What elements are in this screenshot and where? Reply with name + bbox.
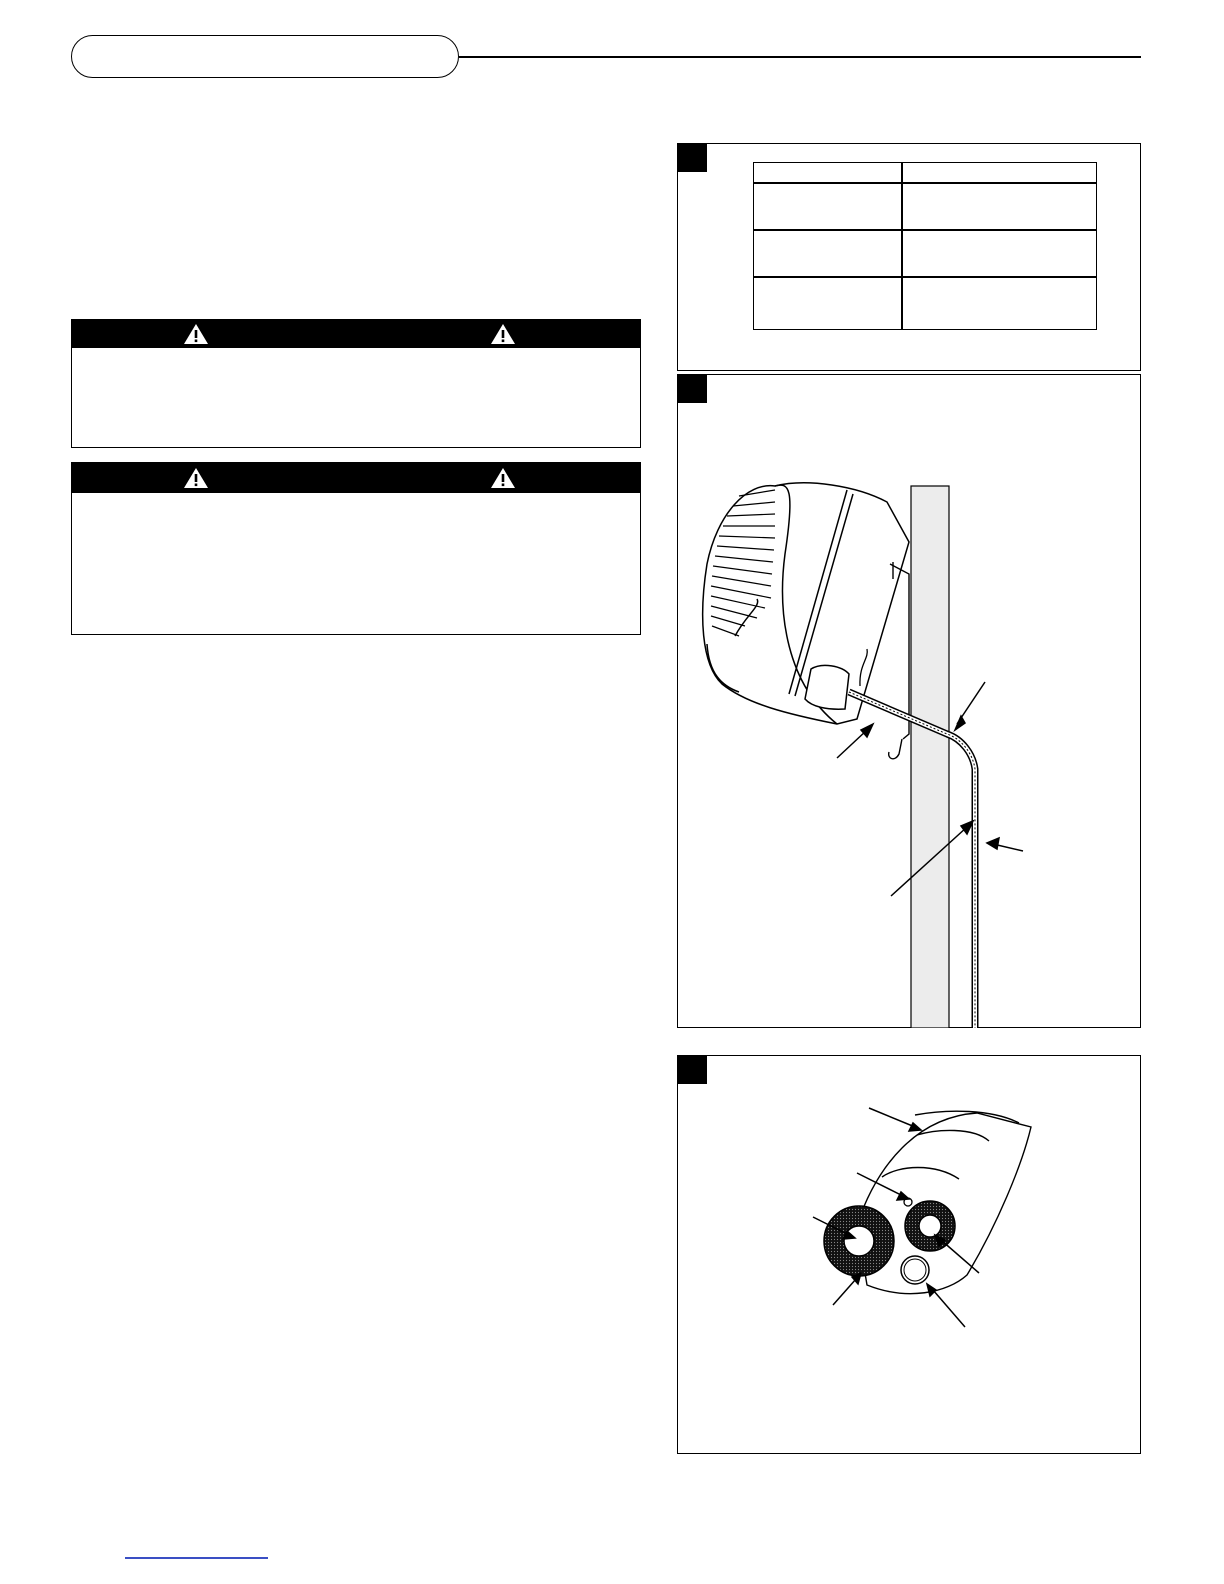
- warning-triangle-icon: [490, 467, 516, 489]
- indoor-unit-illustration: [703, 483, 909, 724]
- warning-triangle-icon: [183, 467, 209, 489]
- figure-1-tag: [678, 144, 707, 172]
- footer-link[interactable]: [125, 1557, 268, 1559]
- small-insulated-pipe: [905, 1201, 955, 1251]
- wall-mount-diagram: [677, 374, 1141, 1028]
- wall-section: [911, 486, 949, 1028]
- warning-bar: [72, 463, 640, 493]
- warning-bar: [72, 320, 640, 348]
- warning-box-2: [71, 462, 641, 635]
- table-row-divider: [754, 182, 1096, 184]
- table-column-divider: [901, 163, 903, 329]
- table-row-divider: [754, 229, 1096, 231]
- large-insulated-pipe: [824, 1206, 894, 1276]
- warning-triangle-icon: [490, 323, 516, 345]
- section-title-pill: [71, 35, 459, 78]
- wire-table: [753, 162, 1097, 330]
- header-rule: [459, 56, 1141, 58]
- warning-triangle-icon: [183, 323, 209, 345]
- warning-box-1: [71, 319, 641, 448]
- table-row-divider: [754, 276, 1096, 278]
- drain-hose: [901, 1256, 929, 1284]
- pipe-bundle-diagram: [677, 1055, 1141, 1454]
